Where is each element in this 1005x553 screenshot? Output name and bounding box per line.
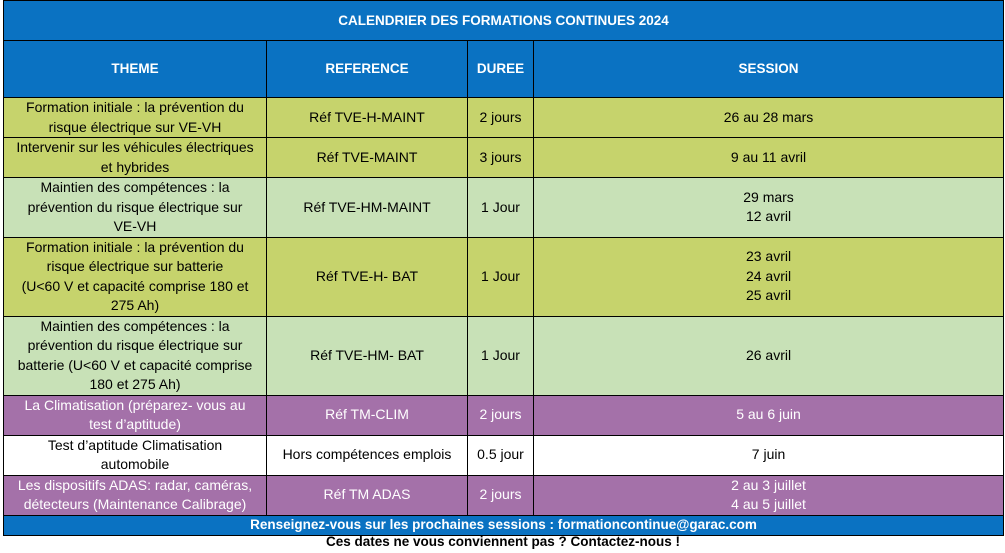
training-table bbox=[3, 0, 1004, 536]
theme-line: Maintien des compétences : la bbox=[40, 317, 230, 334]
theme-line: Test d’aptitude Climatisation bbox=[47, 436, 223, 453]
session-cell bbox=[534, 316, 1004, 395]
theme-line: VE-VH bbox=[113, 218, 157, 234]
column-header-theme: THEME bbox=[4, 41, 267, 98]
session-date: 2 au 3 juillet bbox=[731, 476, 806, 493]
theme-line: 180 et 275 Ah) bbox=[89, 376, 181, 392]
theme-line: risque électrique sur VE-VH bbox=[48, 118, 222, 135]
session-date: 5 au 6 juin bbox=[736, 406, 801, 423]
theme-cell bbox=[4, 475, 267, 515]
session-cell bbox=[534, 138, 1004, 178]
duree-cell: 1 Jour bbox=[468, 237, 534, 316]
duree-cell: 0.5 jour bbox=[468, 435, 534, 475]
table-row bbox=[4, 435, 1004, 475]
session-date: 12 avril bbox=[745, 208, 792, 225]
theme-line: Les dispositifs ADAS: radar, caméras, bbox=[17, 476, 253, 493]
theme-line: 275 Ah) bbox=[110, 297, 160, 313]
session-cell bbox=[534, 435, 1004, 475]
session-cell bbox=[534, 98, 1004, 138]
theme-line: et hybrides bbox=[100, 158, 170, 175]
theme-cell bbox=[4, 98, 267, 138]
table-title: CALENDRIER DES FORMATIONS CONTINUES 2024 bbox=[4, 1, 1004, 41]
duree-cell: 1 Jour bbox=[468, 316, 534, 395]
column-header-duree: DUREE bbox=[468, 41, 534, 98]
table-row bbox=[4, 316, 1004, 395]
theme-line: batterie (U<60 V et capacité comprise bbox=[17, 356, 253, 373]
table-row bbox=[4, 138, 1004, 178]
reference-cell: Réf TVE-HM-MAINT bbox=[267, 178, 468, 238]
contact-line: Ces dates ne vous conviennent pas ? Contactez-nous ! bbox=[325, 534, 681, 549]
theme-cell bbox=[4, 435, 267, 475]
session-date: 29 mars bbox=[743, 188, 794, 205]
theme-cell bbox=[4, 138, 267, 178]
theme-cell bbox=[4, 395, 267, 435]
session-date: 23 avril bbox=[745, 248, 792, 265]
theme-line: automobile bbox=[100, 456, 170, 472]
duree-cell: 3 jours bbox=[468, 138, 534, 178]
theme-line: Formation initiale : la prévention du bbox=[26, 99, 244, 115]
session-date: 9 au 11 avril bbox=[730, 148, 807, 165]
table-row bbox=[4, 178, 1004, 238]
reference-cell: Réf TM-CLIM bbox=[267, 395, 468, 435]
duree-cell: 2 jours bbox=[468, 475, 534, 515]
column-header-session: SESSION bbox=[534, 41, 1004, 98]
duree-cell: 1 Jour bbox=[468, 178, 534, 238]
header-row bbox=[4, 41, 1004, 98]
theme-line: Formation initiale : la prévention du bbox=[26, 238, 244, 255]
reference-cell: Réf TVE-H-MAINT bbox=[267, 98, 468, 138]
title-row bbox=[4, 1, 1004, 41]
theme-line: prévention du risque électrique sur bbox=[27, 198, 243, 215]
table-row bbox=[4, 237, 1004, 316]
reference-cell: Hors compétences emplois bbox=[267, 435, 468, 475]
session-date: 25 avril bbox=[745, 287, 792, 304]
session-date: 26 avril bbox=[745, 346, 792, 363]
reference-cell: Réf TVE-HM- BAT bbox=[267, 316, 468, 395]
theme-cell bbox=[4, 316, 267, 395]
session-cell bbox=[534, 178, 1004, 238]
column-header-reference: REFERENCE bbox=[267, 41, 468, 98]
theme-line: La Climatisation (préparez- vous au bbox=[24, 396, 246, 413]
reference-cell: Réf TVE-H- BAT bbox=[267, 237, 468, 316]
session-cell bbox=[534, 475, 1004, 515]
theme-line: test d’aptitude) bbox=[89, 416, 181, 432]
session-date: 4 au 5 juillet bbox=[731, 496, 806, 512]
session-cell bbox=[534, 395, 1004, 435]
session-date: 24 avril bbox=[745, 267, 792, 284]
reference-cell: Réf TM ADAS bbox=[267, 475, 468, 515]
duree-cell: 2 jours bbox=[468, 98, 534, 138]
session-date: 7 juin bbox=[751, 446, 786, 463]
theme-line: Maintien des compétences : la bbox=[40, 179, 230, 195]
theme-line: détecteurs (Maintenance Calibrage) bbox=[23, 496, 247, 512]
session-cell bbox=[534, 237, 1004, 316]
session-date: 26 au 28 mars bbox=[723, 108, 814, 125]
reference-cell: Réf TVE-MAINT bbox=[267, 138, 468, 178]
theme-line: risque électrique sur batterie bbox=[46, 258, 224, 274]
table-row bbox=[4, 475, 1004, 515]
duree-cell: 2 jours bbox=[468, 395, 534, 435]
theme-line: prévention du risque électrique sur bbox=[27, 337, 243, 353]
footer-contact-email: Renseignez-vous sur les prochaines sessions : formationcontinue@garac.com bbox=[4, 515, 1004, 535]
theme-cell bbox=[4, 237, 267, 316]
theme-line: Intervenir sur les véhicules électriques bbox=[16, 139, 254, 155]
theme-cell bbox=[4, 178, 267, 238]
table-row bbox=[4, 98, 1004, 138]
theme-line: (U<60 V et capacité comprise 180 et bbox=[21, 277, 249, 294]
table-row bbox=[4, 395, 1004, 435]
